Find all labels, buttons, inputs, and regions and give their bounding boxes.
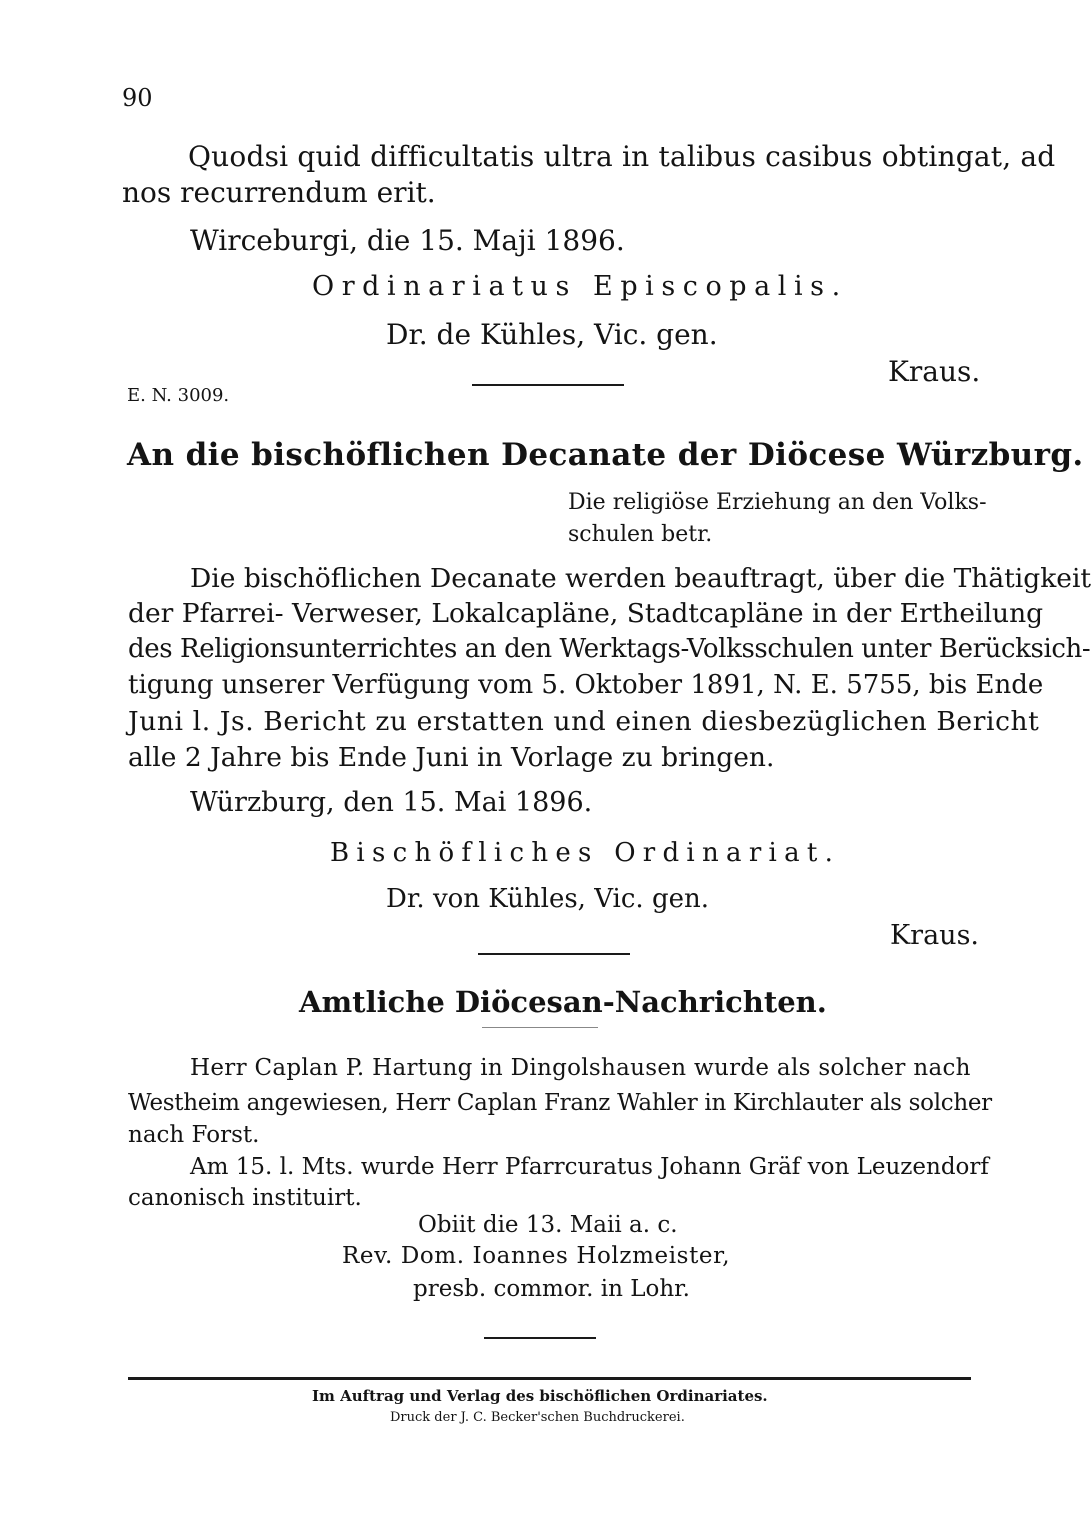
- latin-date: Wirceburgi, die 15. Maji 1896.: [190, 224, 625, 257]
- decree-authority: Bischöfliches Ordinariat.: [330, 838, 841, 868]
- decree-body-line: Die bischöflichen Decanate werden beauftragt, über die Thätigkeit: [190, 563, 1091, 594]
- news-paragraph-line: canonisch instituirt.: [128, 1185, 362, 1211]
- news-heading: Amtliche Diöcesan-Nachrichten.: [299, 985, 827, 1019]
- news-paragraph-line: Am 15. l. Mts. wurde Herr Pfarrcuratus Johann Gräf von Leuzendorf: [190, 1154, 989, 1180]
- news-paragraph-line: nach Forst.: [128, 1122, 260, 1148]
- latin-reference: E. N. 3009.: [127, 385, 230, 406]
- decree-body-line: des Religionsunterrichtes an den Werktags-Volksschulen unter Berücksich-: [128, 634, 1091, 664]
- decree-subject-line: schulen betr.: [568, 522, 713, 547]
- latin-body-line: nos recurrendum erit.: [122, 176, 436, 209]
- decree-body-line: Juni l. Js. Bericht zu erstatten und einen diesbezüglichen Bericht: [128, 706, 1040, 737]
- decree-body-line: alle 2 Jahre bis Ende Juni in Vorlage zu bringen.: [128, 742, 775, 773]
- page-number: 90: [122, 84, 153, 112]
- section-divider: [478, 953, 630, 955]
- news-paragraph-line: Westheim angewiesen, Herr Caplan Franz Wahler in Kirchlauter als solcher: [128, 1090, 992, 1116]
- section-divider: [472, 384, 624, 386]
- obituary-line: Obiit die 13. Maii a. c.: [418, 1212, 678, 1238]
- footer-printer: Druck der J. C. Becker'schen Buchdruckerei.: [390, 1410, 685, 1425]
- section-divider: [484, 1337, 596, 1339]
- decree-date: Würzburg, den 15. Mai 1896.: [190, 787, 593, 818]
- heading-underline: [482, 1027, 598, 1028]
- decree-body-line: tigung unserer Verfügung vom 5. Oktober 1891, N. E. 5755, bis Ende: [128, 670, 1044, 700]
- decree-subject-line: Die religiöse Erziehung an den Volks-: [568, 490, 987, 515]
- decree-body-line: der Pfarrei- Verweser, Lokalcapläne, Stadtcapläne in der Ertheilung: [128, 598, 1044, 629]
- decree-secretary: Kraus.: [890, 920, 980, 951]
- footer-publisher: Im Auftrag und Verlag des bischöflichen Ordinariates.: [312, 1387, 768, 1405]
- footer-rule: [128, 1377, 971, 1380]
- latin-signatory: Dr. de Kühles, Vic. gen.: [386, 318, 718, 351]
- latin-secretary: Kraus.: [888, 355, 981, 388]
- obituary-line: Rev. Dom. Ioannes Holzmeister,: [342, 1243, 731, 1269]
- obituary-line: presb. commor. in Lohr.: [413, 1276, 690, 1302]
- news-paragraph-line: Herr Caplan P. Hartung in Dingolshausen wurde als solcher nach: [190, 1055, 971, 1081]
- decree-signatory: Dr. von Kühles, Vic. gen.: [386, 884, 709, 914]
- decree-heading: An die bischöflichen Decanate der Diöcese Würzburg.: [127, 437, 1084, 473]
- latin-authority: Ordinariatus Episcopalis.: [312, 271, 848, 302]
- latin-body-line: Quodsi quid difficultatis ultra in talibus casibus obtingat, ad: [188, 140, 1056, 173]
